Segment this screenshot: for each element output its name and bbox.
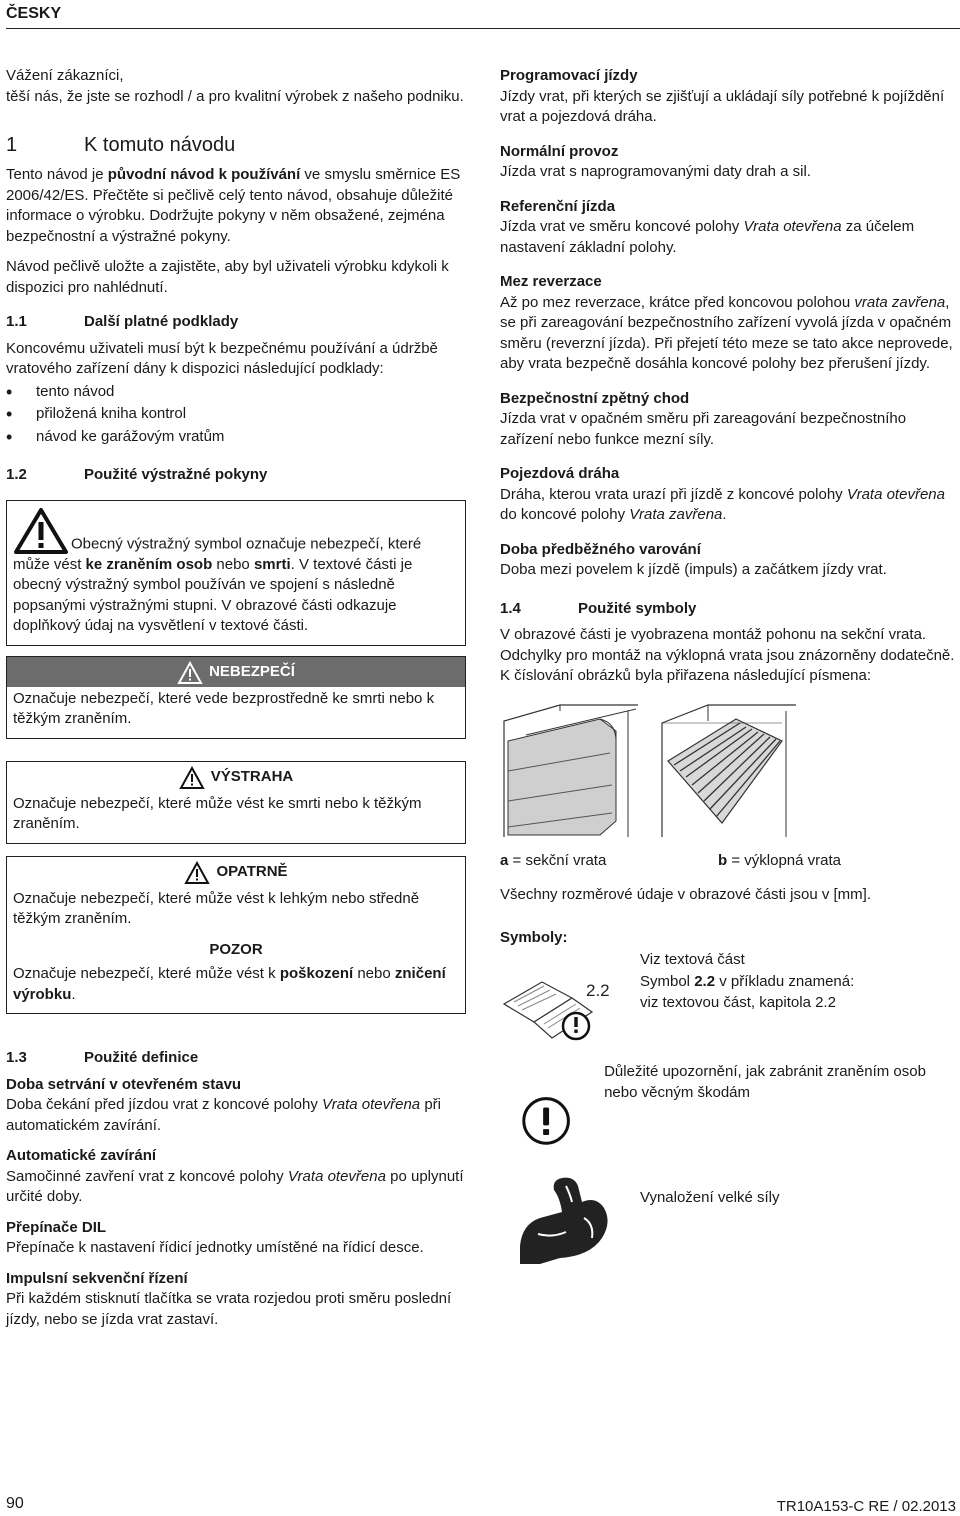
section-1-3-heading: [6, 1048, 466, 1069]
section-title: Použité výstražné pokyny: [84, 466, 268, 483]
up-and-over-door-illustration: [658, 701, 798, 839]
symbols-row-1: [500, 928, 955, 971]
warning-box: [6, 761, 466, 844]
section-number: 1.1: [6, 313, 27, 330]
definition-text: Jízda vrat v opačném směru při zareagování bezpečnostního zařízení nebo funkce mezní síly.: [500, 410, 907, 448]
definition-term: Pojezdová dráha: [500, 465, 620, 482]
text: Označuje nebezpečí, které může vést k: [13, 965, 280, 982]
text: Samočinné zavření vrat z koncové polohy: [6, 1167, 288, 1185]
section-number: 1.3: [6, 1049, 27, 1066]
general-warning-box: [6, 500, 466, 646]
symbol-description: Vynaložení velké síly: [640, 1189, 780, 1206]
warning-triangle-icon: [184, 861, 210, 885]
text: Doba čekání před jízdou vrat z koncové polohy: [6, 1096, 323, 1113]
list-item: • tento návod: [6, 382, 466, 403]
section-number: 1.4: [500, 599, 521, 617]
right-column: [500, 66, 955, 1268]
section-title: Použité definice: [84, 1049, 199, 1066]
documents-list: [6, 382, 466, 448]
symbol-description: Viz textová část: [640, 950, 745, 968]
definition-term: Doba setrvání v otevřeném stavu: [6, 1075, 242, 1093]
text: Dráha, kterou vrata urazí při jízdě z koncové polohy: [500, 485, 847, 503]
figure-letter-legend: [500, 851, 955, 872]
page-number: 90: [6, 1495, 24, 1512]
section-number: 1.2: [6, 466, 27, 483]
bold-text: poškození: [279, 965, 354, 982]
definition-text: Doba mezi povelem k jízdě (impuls) a začátkem jízdy vrat.: [500, 561, 887, 578]
list-item: • přiložená kniha kontrol: [6, 404, 466, 425]
symbol-description: [640, 972, 854, 1013]
letter-b: b: [718, 851, 728, 869]
italic-text: Vrata otevřena: [743, 218, 842, 235]
warning-triangle-icon: [13, 507, 69, 555]
section-1-paragraph-1: [6, 165, 466, 247]
section-1-4-intro: V obrazové části je vyobrazena montáž pohonu na sekční vrata. Odchylky pro montáž na výklopná vrata jsou znázorněny dodatečně. K číslování obrázků byla přiřazena následující písmena:: [500, 626, 955, 684]
symbols-label: [500, 928, 640, 949]
warning-header: [7, 762, 465, 792]
flexed-arm-force-icon: [500, 1168, 640, 1268]
definition-term: Mez reverzace: [500, 273, 602, 290]
text: do koncové polohy: [500, 506, 630, 523]
section-1-4-heading: [500, 599, 955, 620]
header-divider: [6, 28, 960, 29]
section-1-paragraph-2: Návod pečlivě uložte a zajistěte, aby byl uživateli výrobku kdykoli k dispozici pro nahlédnutí.: [6, 258, 449, 296]
definition-term: Bezpečnostní zpětný chod: [500, 389, 690, 407]
text: . V textové části je obecný výstražný symbol používán ve spojení s následně popsanými výstražnými stupni. V obrazové části odkazuje doplňkový údaj na vysvětlení v textové části.: [13, 555, 413, 634]
italic-text: Vrata zavřena: [629, 506, 723, 523]
door-illustrations: [500, 701, 955, 839]
left-column: [6, 66, 466, 1330]
bold-text: 2.2: [694, 973, 716, 990]
text: = výklopná vrata: [727, 851, 841, 869]
text: Obecný výstražný symbol označuje nebezpečí, které může vést: [13, 535, 422, 573]
definition-text: Jízda vrat s naprogramovanými daty drah a sil.: [500, 163, 811, 180]
list-item: • návod ke garážovým vratům: [6, 427, 466, 448]
definition-text: Přepínače k nastavení řídicí jednotky umístěné na řídicí desce.: [6, 1239, 424, 1256]
caution-title: OPATRNĚ: [216, 863, 288, 881]
section-1-1-intro: Koncovému uživateli musí být k bezpečnému používání a údržbě vratového zařízení dány k dispozici následující podklady:: [6, 339, 438, 377]
section-1-2-heading: [6, 465, 466, 486]
text: viz textovou část, kapitola 2.2: [640, 993, 836, 1011]
text: při automatickém zavírání.: [6, 1096, 441, 1134]
warning-triangle-icon: [177, 661, 203, 685]
section-1-1-heading: [6, 312, 466, 333]
definition-term: Normální provoz: [500, 142, 619, 160]
notice-header: [7, 938, 465, 963]
text: nebo: [353, 965, 395, 982]
symbols-row-3: [500, 1062, 955, 1162]
bold-text: zničení výrobku: [13, 965, 446, 1003]
bold-text: původní návod k používání: [107, 166, 301, 183]
bold-text: smrti: [253, 555, 291, 573]
legend-b: [718, 851, 936, 872]
italic-text: Vrata otevřena: [322, 1096, 421, 1113]
definition-term: Doba předběžného varování: [500, 540, 701, 558]
letter-a: a: [500, 851, 509, 869]
definition-term: Programovací jízdy: [500, 67, 638, 84]
text: Symbol: [640, 973, 695, 990]
chapter-number: 2.2: [586, 981, 610, 1000]
text: po uplynutí určité doby.: [6, 1167, 464, 1205]
text: Jízda vrat ve směru koncové polohy: [500, 218, 744, 235]
symbols-row-4: [500, 1168, 955, 1268]
document-reference: TR10A153-C RE / 02.2013: [776, 1498, 956, 1515]
symbols-row-2: [500, 972, 955, 1042]
section-title: Další platné podklady: [84, 313, 239, 330]
notice-title: POZOR: [209, 940, 263, 958]
sectional-door-illustration: [500, 701, 640, 839]
text: Tento návod je: [6, 166, 108, 183]
text: v příkladu znamená:: [715, 973, 855, 990]
definition-text: [500, 485, 955, 526]
thanks-text: těší nás, že jste se rozhodl / a pro kvalitní výrobek z našeho podniku.: [6, 87, 464, 105]
section-number: 1: [6, 134, 18, 156]
text: = sekční vrata: [508, 851, 607, 869]
section-title: K tomuto návodu: [84, 134, 236, 156]
caution-header: [7, 857, 465, 887]
definition-term: Automatické zavírání: [6, 1147, 157, 1164]
section-1-heading: [6, 133, 466, 157]
caution-box: [6, 856, 466, 1015]
text: .: [722, 506, 727, 523]
text: za účelem nastavení základní polohy.: [500, 218, 915, 256]
open-book-icon: [500, 972, 640, 1042]
definition-text: [6, 1095, 466, 1136]
warning-triangle-icon: [179, 766, 205, 790]
symbols-label-text: Symboly:: [500, 928, 568, 946]
danger-box: [6, 656, 466, 739]
text: Až po mez reverzace, krátce před koncovou polohou: [500, 293, 855, 311]
dimensions-note: Všechny rozměrové údaje v obrazové části jsou v [mm].: [500, 886, 871, 903]
definition-text: [500, 293, 955, 375]
text: ve smyslu směrnice ES 2006/42/ES. Přečtěte si pečlivě celý tento návod, obsahuje důležité informace o výrobku. Dodržujte pokyny v něm obsažené, zejména bezpečnostní a výstražné pokyny.: [6, 166, 461, 245]
definition-text: Jízdy vrat, při kterých se zjišťují a ukládají síly potřebné k pojíždění vrat a pojezdová dráha.: [500, 87, 945, 125]
warning-title: VÝSTRAHA: [210, 768, 294, 786]
symbol-description: Důležité upozornění, jak zabránit zraněním osob nebo věcným škodám: [604, 1063, 926, 1101]
italic-text: vrata zavřena: [854, 293, 946, 311]
language-heading: ČESKY: [6, 5, 62, 22]
definition-text: [6, 1167, 466, 1208]
important-notice-icon: [500, 1062, 604, 1162]
warning-text: Označuje nebezpečí, které může vést ke smrti nebo k těžkým zraněním.: [13, 794, 422, 832]
caution-text: Označuje nebezpečí, které může vést k lehkým nebo středně těžkým zraněním.: [13, 889, 420, 927]
text: , se při zareagování bezpečnostního zařízení vyvolá jízda v opačném směru (reverzní jízda). Při přejetí této meze se tato akce neprovede, aby vrata bezpečně dosáhla koncové polohy bez přerušení jízdy.: [500, 293, 953, 372]
definition-term: Impulsní sekvenční řízení: [6, 1269, 188, 1287]
danger-text: Označuje nebezpečí, které vede bezprostředně ke smrti nebo k těžkým zraněním.: [13, 689, 435, 727]
bold-text: ke zraněním osob: [85, 555, 213, 573]
definition-text: Při každém stisknutí tlačítka se vrata rozjedou proti směru poslední jízdy, nebo se jízda vrat zastaví.: [6, 1290, 452, 1328]
danger-title: NEBEZPEČÍ: [209, 663, 295, 681]
italic-text: Vrata otevřena: [846, 485, 945, 503]
definition-term: Referenční jízda: [500, 197, 616, 215]
text: .: [71, 985, 76, 1003]
section-title: Použité symboly: [578, 599, 697, 617]
text: nebo: [212, 555, 254, 573]
definition-term: Přepínače DIL: [6, 1218, 107, 1236]
definition-text: [500, 217, 955, 258]
italic-text: Vrata otevřena: [287, 1167, 386, 1185]
greeting: Vážení zákazníci,: [6, 67, 124, 84]
legend-a: [500, 851, 718, 872]
notice-text: [7, 962, 465, 1013]
general-warning-text: [7, 501, 465, 645]
danger-header: [7, 657, 465, 687]
